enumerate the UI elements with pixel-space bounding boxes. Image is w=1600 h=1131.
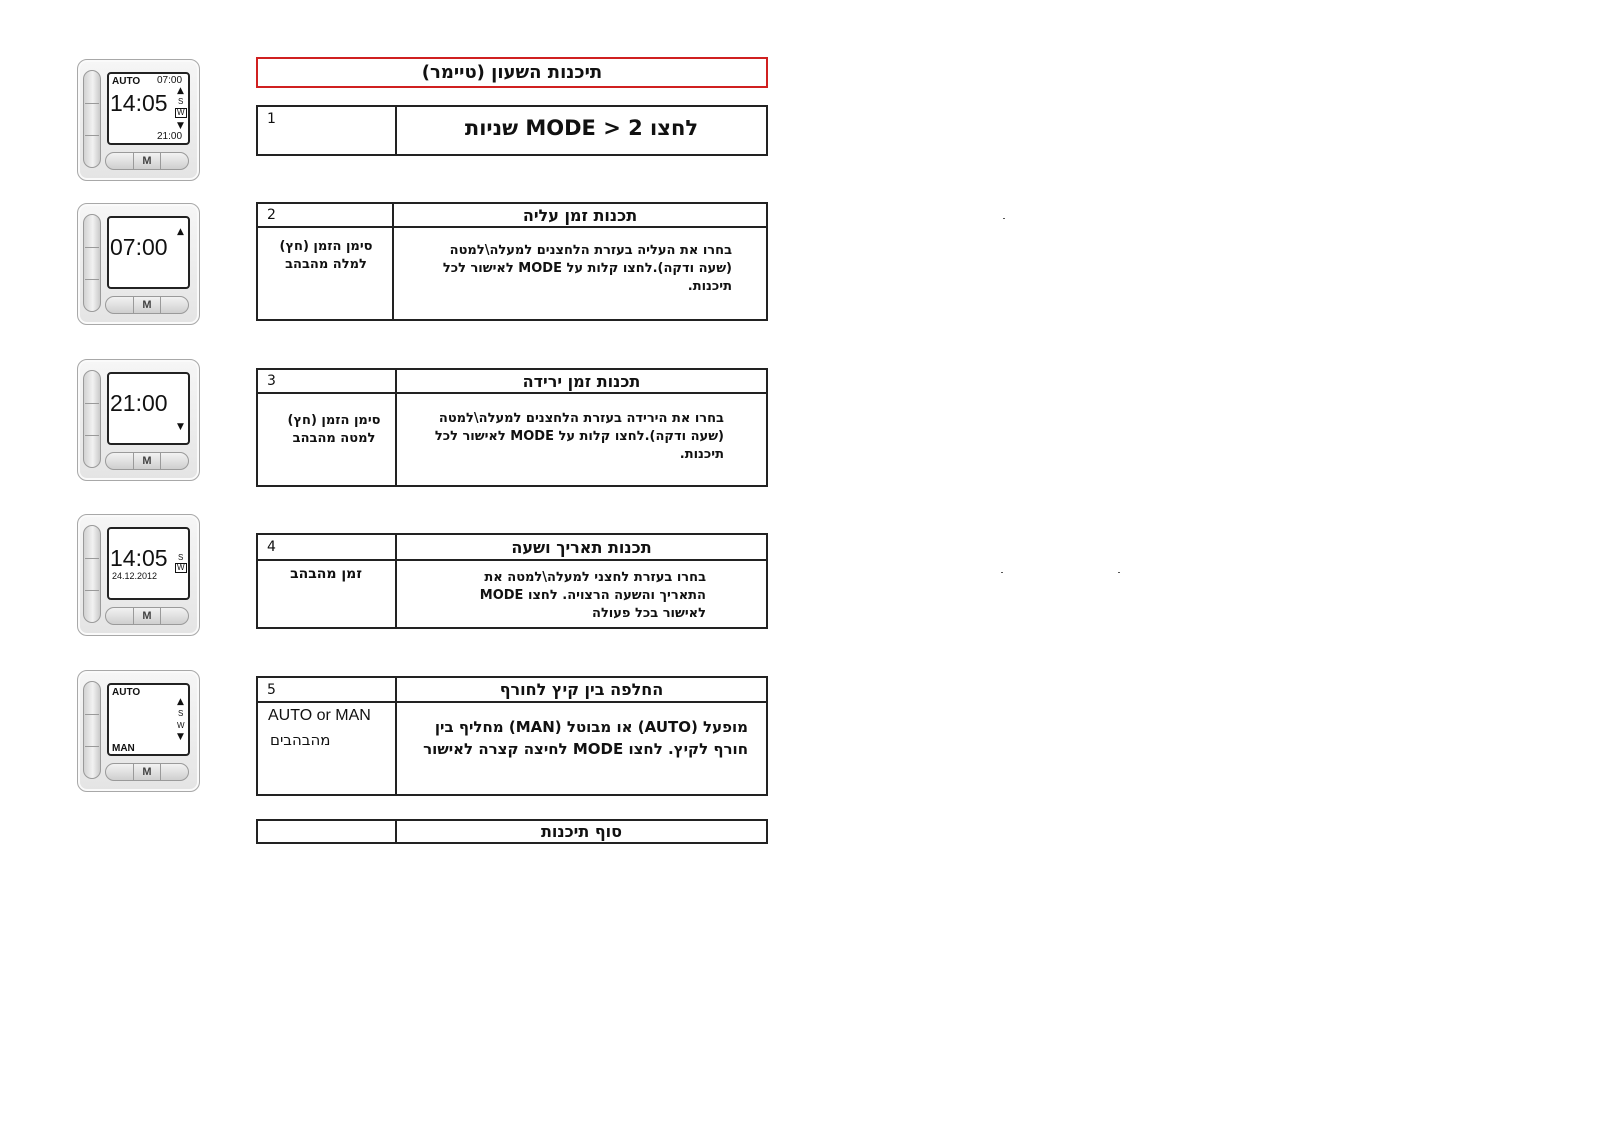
step-number: 5: [267, 682, 276, 698]
end-table: [256, 819, 768, 844]
step-5-header: החלפה בין קיץ לחורף: [499, 680, 664, 699]
step-1-instruction: לחצו MODE > 2 שניות: [464, 116, 699, 140]
step-5-description: מופעל (AUTO) או מבוטל (MAN) מחליף בין חורף לקיץ. לחצו MODE לחיצה קצרה לאישור: [423, 718, 748, 758]
mode-button: M: [133, 764, 161, 780]
step-5-table: [256, 676, 768, 796]
arrow-down-icon: ▼: [177, 732, 184, 742]
arrow-up-icon: ▲: [177, 697, 184, 707]
step-3-header: תכנות זמן ירידה: [522, 372, 641, 391]
stray-mark: [1003, 218, 1005, 219]
side-buttons: [83, 214, 101, 312]
timer-device-image-3: [77, 359, 200, 481]
timer-device-image-2: [77, 203, 200, 325]
step-3-table: [256, 368, 768, 487]
step-5-note-line2: מהבהבים: [270, 731, 331, 749]
summer-s-label: S: [178, 709, 184, 718]
timer-device-image-5: [77, 670, 200, 792]
main-time: 21:00: [110, 390, 168, 416]
bottom-buttons: [105, 296, 189, 314]
step-number: 2: [267, 207, 276, 223]
man-label: MAN: [112, 743, 135, 754]
step-3-note: סימן הזמן (חץ) למטה מהבהב: [287, 413, 381, 446]
device-screen: [107, 527, 190, 600]
bottom-time: 21:00: [157, 131, 183, 142]
step-2-note: סימן הזמן (חץ) למלה מהבהב: [279, 239, 373, 272]
auto-label: AUTO: [112, 687, 141, 698]
step-1-table: [256, 105, 768, 156]
main-time: 14:05: [110, 90, 168, 116]
step-number: 4: [267, 539, 276, 555]
bottom-buttons: [105, 607, 189, 625]
main-time: 14:05: [110, 545, 168, 571]
end-label: סוף תיכנות: [540, 822, 623, 841]
device-screen: [107, 372, 190, 445]
step-5-note-line1: AUTO or MAN: [268, 707, 371, 724]
mode-button: M: [133, 453, 161, 469]
page-title: תיכנות השעון (טיימר): [256, 57, 768, 88]
device-screen: [107, 72, 190, 145]
step-number: 1: [267, 111, 276, 127]
step-4-table: [256, 533, 768, 629]
timer-device-image-1: [77, 59, 200, 181]
summer-s-label: S: [178, 97, 184, 106]
timer-device-image-4: [77, 514, 200, 636]
step-2-header: תכנות זמן עליה: [522, 206, 638, 225]
arrow-down-icon: ▼: [177, 422, 184, 432]
mode-button: M: [133, 608, 161, 624]
step-4-note: זמן מהבהב: [290, 566, 362, 582]
stray-mark: [1001, 572, 1003, 573]
arrow-down-icon: ▼: [177, 121, 184, 131]
step-2-table: [256, 202, 768, 321]
main-time: 07:00: [110, 234, 168, 260]
summer-s-label: S: [178, 553, 184, 562]
step-3-description: בחרו את הירידה בעזרת הלחצנים למעלה\למטה (שעה ודקה).לחצו קלות על MODE לאישור לכל תיכנות.: [434, 411, 724, 462]
step-4-description: בחרו בעזרת לחצני למעלה\למטה את התאריך והשעה הרצויה. לחצו MODE לאישור בכל פעולה: [479, 570, 706, 621]
winter-w-label: W: [177, 721, 185, 730]
side-buttons: [83, 525, 101, 623]
winter-w-label: W: [177, 108, 185, 117]
date-label: 24.12.2012: [112, 571, 158, 581]
top-time: 07:00: [157, 75, 183, 86]
arrow-up-icon: ▲: [177, 86, 184, 96]
side-buttons: [83, 681, 101, 779]
step-4-header: תכנות תאריך ושעה: [511, 538, 652, 557]
bottom-buttons: [105, 763, 189, 781]
winter-w-label: W: [177, 563, 185, 572]
step-number: 3: [267, 373, 276, 389]
mode-button: M: [133, 153, 161, 169]
step-2-description: בחרו את העליה בעזרת הלחצנים למעלה\למטה (שעה ודקה).לחצו קלות על MODE לאישור לכל תיכנות.: [442, 243, 732, 294]
arrow-up-icon: ▲: [177, 227, 184, 237]
side-buttons: [83, 70, 101, 168]
mode-button: M: [133, 297, 161, 313]
side-buttons: [83, 370, 101, 468]
device-screen: [107, 683, 190, 756]
device-screen: [107, 216, 190, 289]
stray-mark: [1118, 572, 1120, 573]
mode-label: AUTO: [112, 76, 141, 87]
bottom-buttons: [105, 152, 189, 170]
bottom-buttons: [105, 452, 189, 470]
